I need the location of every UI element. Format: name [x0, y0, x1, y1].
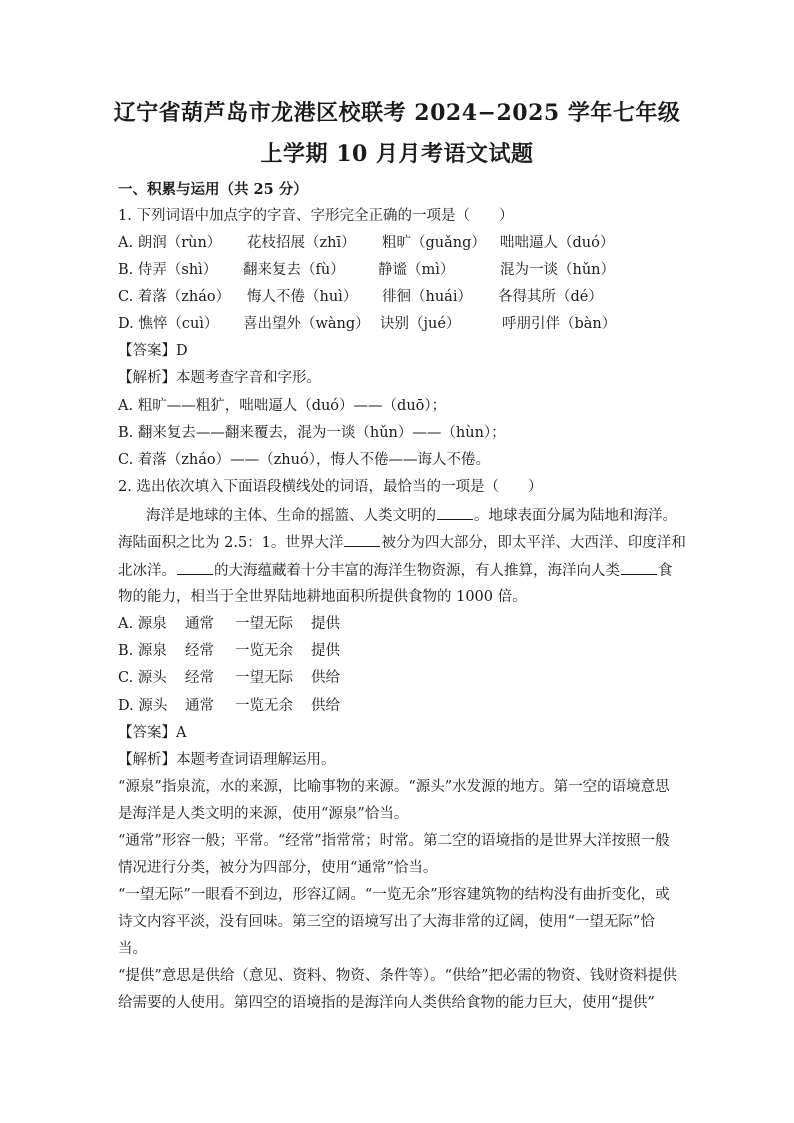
q2-analysis-para-1: “源泉”指泉流，水的来源，比喻事物的来源。“源头”水发源的地方。第一空的语境意思是海洋是人类文明的来源，使用“源泉”恰当。 — [118, 779, 670, 822]
q2-c-4: 供给 — [311, 670, 340, 686]
q2-passage-text-6: 的大海蕴藏着十分丰富的海洋生物资源，有人推算，海洋向人类 — [214, 563, 620, 579]
q1-b-3: 静谧（mì） — [378, 262, 455, 278]
q2-passage-line-1 — [146, 505, 677, 526]
q1-c-4: 各得其所（dé） — [498, 289, 603, 305]
q1-stem: 1. 下列词语中加点字的字音、字形完全正确的一项是（ ） — [118, 208, 514, 224]
q1-c-1: C. 着落（zháo） — [118, 289, 231, 305]
q2-passage-line-3 — [118, 560, 673, 581]
q2-a-2: 通常 — [185, 616, 214, 632]
q1-analysis-2: A. 粗旷——粗犷，咄咄逼人（duó）——（duō）； — [118, 398, 447, 414]
title-line-2: 上学期 10 月月考语文试题 — [260, 141, 534, 167]
q2-d-1: D. 源头 — [118, 698, 168, 714]
q2-analysis-para-2: “通常”形容一般；平常。“经常”指常常；时常。第二空的语境指的是世界大洋按照一般情况进行分类，被分为四部分，使用“通常”恰当。 — [118, 833, 670, 876]
q2-analysis-head: 【解析】本题考查词语理解运用。 — [118, 752, 336, 768]
q1-analysis-3: B. 翻来复去——翻来覆去，混为一谈（hǔn）——（hùn）； — [118, 425, 506, 441]
q2-c-2: 经常 — [185, 670, 214, 686]
q2-b-3: 一览无余 — [235, 643, 293, 659]
q1-analysis-4: C. 着落（zháo）——（zhuó），悔人不倦——诲人不倦。 — [118, 452, 490, 468]
q1-answer: 【答案】D — [118, 343, 188, 359]
q1-d-3: 诀别（jué） — [380, 316, 461, 332]
q1-c-2: 悔人不倦（huì） — [247, 289, 358, 305]
blank-3 — [177, 560, 213, 575]
q2-d-2: 通常 — [185, 698, 214, 714]
q1-d-4: 呼朋引伴（bàn） — [502, 316, 617, 332]
q2-analysis-para-3: “一望无际”一眼看不到边，形容辽阔。“一览无余”形容建筑物的结构没有曲折变化，或诗文内容平淡，没有回味。第三空的语境写出了大海非常的辽阔，使用“一望无际”恰当。 — [118, 887, 670, 957]
q2-a-3: 一望无际 — [235, 616, 293, 632]
q2-stem: 2. 选出依次填入下面语段横线处的词语，最恰当的一项是（ ） — [118, 479, 543, 495]
title-line-1: 辽宁省葫芦岛市龙港区校联考 2024−2025 学年七年级 — [113, 100, 681, 126]
q1-b-1: B. 侍弄（shì） — [118, 262, 218, 278]
q2-passage-text-2: 。地球表面分属为陆地和海洋。 — [474, 508, 677, 524]
q1-b-2: 翻来复去（fù） — [243, 262, 345, 278]
q1-a-1: A. 朗润（rùn） — [118, 235, 222, 251]
q1-d-2: 喜出望外（wàng） — [243, 316, 370, 332]
q1-a-4: 咄咄逼人（duó） — [500, 235, 615, 251]
q2-passage-text-1: 海洋是地球的主体、生命的摇篮、人类文明的 — [146, 508, 436, 524]
blank-1 — [437, 505, 473, 520]
q2-b-4: 提供 — [311, 643, 340, 659]
q2-c-3: 一望无际 — [235, 670, 293, 686]
q2-d-3: 一览无余 — [235, 698, 293, 714]
q2-passage-line-4: 物的能力，相当于全世界陆地耕地面积所提供食物的 1000 倍。 — [118, 589, 527, 605]
q1-d-1: D. 憔悴（cuì） — [118, 316, 219, 332]
q2-a-4: 提供 — [311, 616, 340, 632]
q2-passage-text-7: 食 — [658, 563, 673, 579]
q2-passage-text-5: 北冰洋。 — [118, 563, 176, 579]
q1-b-4: 混为一谈（hǔn） — [500, 262, 616, 278]
q2-passage-line-2 — [118, 532, 686, 553]
q2-analysis-para-4: “提供”意思是供给（意见、资料、物资、条件等）。“供给”把必需的物资、钱财资料提供给需要的人使用。第四空的语境指的是海洋向人类供给食物的能力巨大，使用“提供” — [118, 968, 677, 1011]
q2-b-2: 经常 — [185, 643, 214, 659]
q2-c-1: C. 源头 — [118, 670, 167, 686]
q2-a-1: A. 源泉 — [118, 616, 167, 632]
q2-passage-text-4: 被分为四大部分，即太平洋、大西洋、印度洋和 — [381, 535, 686, 551]
q2-d-4: 供给 — [311, 698, 340, 714]
q1-c-3: 徘徊（huái） — [382, 289, 472, 305]
q2-b-1: B. 源泉 — [118, 643, 167, 659]
q1-a-3: 粗旷（guǎng） — [382, 235, 486, 251]
q1-a-2: 花枝招展（zhī） — [247, 235, 356, 251]
section-heading: 一、积累与运用（共 25 分） — [118, 181, 308, 198]
blank-4 — [621, 560, 657, 575]
q2-passage-text-3: 海陆面积之比为 2.5：1。世界大洋 — [118, 535, 344, 551]
blank-2 — [344, 532, 380, 547]
q1-analysis-1: 【解析】本题考查字音和字形。 — [118, 370, 321, 386]
q2-answer: 【答案】A — [118, 725, 187, 741]
